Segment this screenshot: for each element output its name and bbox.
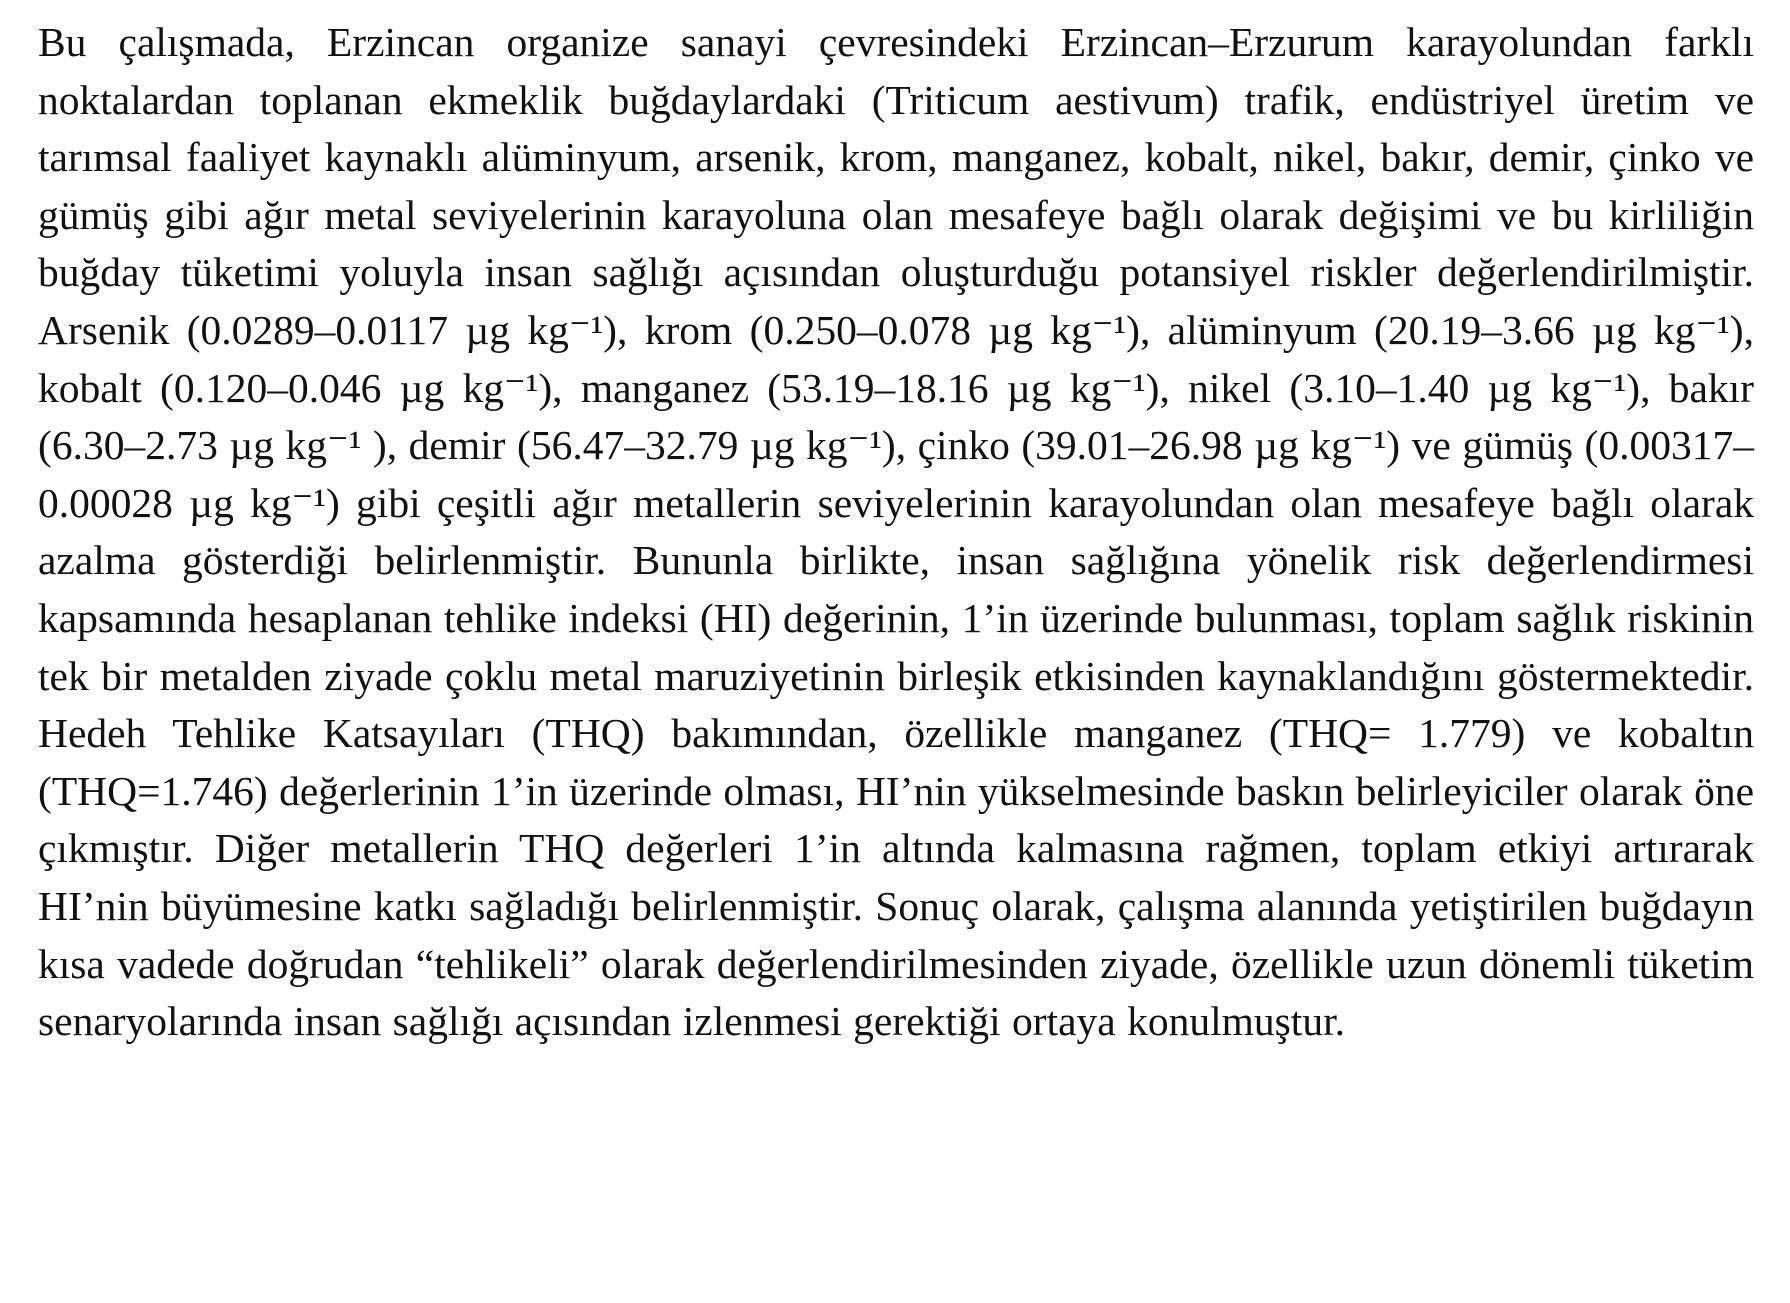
abstract-paragraph: Bu çalışmada, Erzincan organize sanayi çevresindeki Erzincan–Erzurum karayolundan farklı noktalardan toplanan ekmeklik buğdaylardaki (Triticum aestivum) trafik, endüstriyel üretim ve tarımsal faaliyet kaynaklı alüminyum, arsenik, krom, manganez, kobalt, nikel, bakır, demir, çinko ve gümüş gibi ağır metal seviyelerinin karayoluna olan mesafeye bağlı olarak değişimi ve bu kirliliğin buğday tüketimi yoluyla insan sağlığı açısından oluşturduğu potansiyel riskler değerlendirilmiştir. Arsenik (0.0289–0.0117 µg kg⁻¹), krom (0.250–0.078 µg kg⁻¹), alüminyum (20.19–3.66 µg kg⁻¹), kobalt (0.120–0.046 µg kg⁻¹), manganez (53.19–18.16 µg kg⁻¹), nikel (3.10–1.40 µg kg⁻¹), bakır (6.30–2.73 µg kg⁻¹ ), demir (56.47–32.79 µg kg⁻¹), çinko (39.01–26.98 µg kg⁻¹) ve gümüş (0.00317–0.00028 µg kg⁻¹) gibi çeşitli ağır metallerin seviyelerinin karayolundan olan mesafeye bağlı olarak azalma gösterdiği belirlenmiştir. Bununla birlikte, insan sağlığına yönelik risk değerlendirmesi kapsamında hesaplanan tehlike indeksi (HI) değerinin, 1’in üzerinde bulunması, toplam sağlık riskinin tek bir metalden ziyade çoklu metal maruziyetinin birleşik etkisinden kaynaklandığını göstermektedir. Hedeh Tehlike Katsayıları (THQ) bakımından, özellikle manganez (THQ= 1.779) ve kobaltın (THQ=1.746) değerlerinin 1’in üzerinde olması, HI’nin yükselmesinde baskın belirleyiciler olarak öne çıkmıştır. Diğer metallerin THQ değerleri 1’in altında kalmasına rağmen, toplam etkiyi artırarak HI’nin büyümesine katkı sağladığı belirlenmiştir. Sonuç olarak, çalışma alanında yetiştirilen buğdayın kısa vadede doğrudan “tehlikeli” olarak değerlendirilmesinden ziyade, özellikle uzun dönemli tüketim senaryolarında insan sağlığı açısından izlenmesi gerektiği ortaya konulmuştur. <box>38 19 1754 1045</box>
document-page <box>38 14 1754 1051</box>
